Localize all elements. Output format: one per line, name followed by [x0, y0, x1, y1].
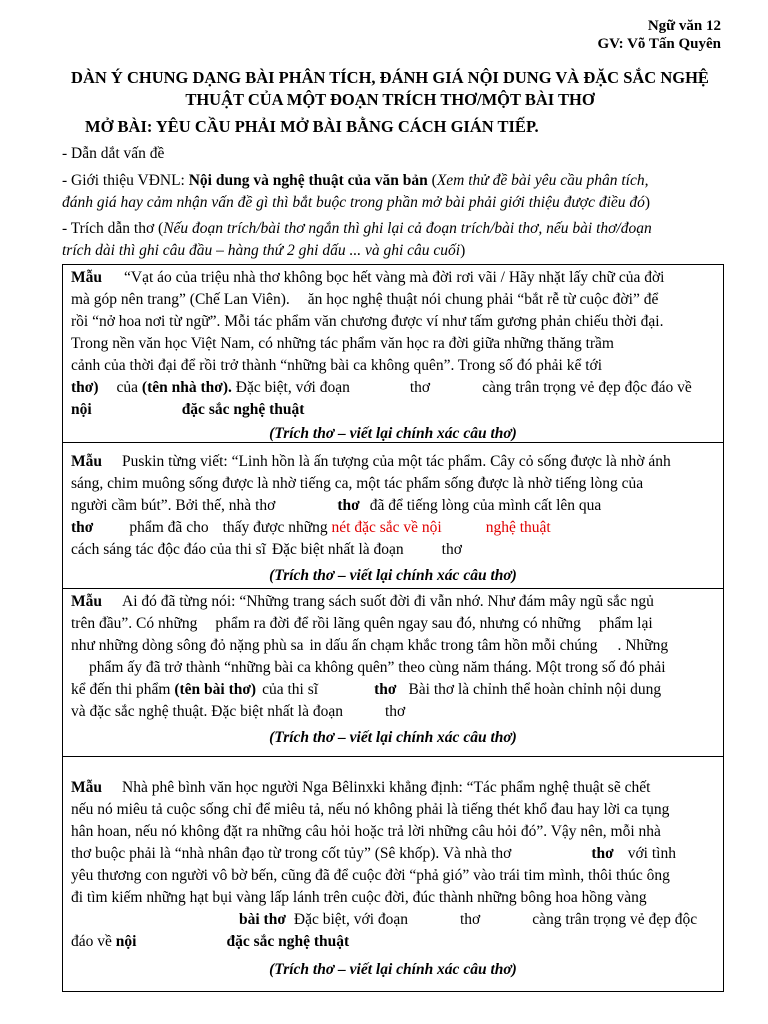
- sample-highlight: nét đặc sắc về nội: [331, 519, 442, 536]
- sample-text: Đặc biệt, với đoạn: [293, 911, 408, 928]
- sample-text: thơ: [385, 703, 406, 720]
- sample-label: Mẫu: [71, 269, 102, 286]
- sample-text: và đặc sắc nghệ thuật. Đặc biệt nhất là đoạn: [71, 703, 343, 720]
- sample-box-4: [62, 756, 724, 992]
- sample-text: in dấu ấn chạm khắc trong tâm hồn mỗi chúng: [309, 637, 598, 654]
- sample-text: thơ buộc phải là “nhà nhân đạo từ trong cốt tủy” (Sê khốp). Và nhà thơ: [71, 845, 512, 862]
- intro-lead-text: - Dẫn dắt vấn đề: [62, 145, 165, 162]
- intro-vdnl-paren-open: (: [427, 172, 437, 189]
- sample-box-1: [62, 264, 724, 443]
- sample-text: bài thơ: [239, 911, 286, 928]
- sample-highlight: nghệ thuật: [485, 519, 551, 536]
- sample-text: thơ: [441, 541, 462, 558]
- sample-text: Trong nền văn học Việt Nam, có những tác phẩm văn học ra đời giữa những thăng trầm: [71, 335, 614, 352]
- intro-vdnl-topic: Nội dung và nghệ thuật của văn bản: [188, 172, 428, 189]
- sample-label: Mẫu: [71, 453, 102, 470]
- sample-label: Mẫu: [71, 779, 102, 796]
- intro-lead: [62, 143, 722, 165]
- sample-text: trên đầu”. Có những: [71, 615, 198, 632]
- sample-text: thơ: [409, 379, 431, 396]
- intro-quote-label: - Trích dẫn thơ (: [62, 220, 164, 237]
- sample-text: càng trân trọng vẻ đẹp độc: [532, 911, 698, 928]
- sample-text: cảnh của thời đại để rồi trở thành “những bài ca không quên”. Trong số đó phải kể tới: [71, 357, 603, 374]
- intro-quote-note1: Nếu đoạn trích/bài thơ ngắn thì ghi lại cả đoạn trích/bài thơ, nếu bài thơ/đoạn: [163, 220, 652, 237]
- sample-box-2: [62, 442, 724, 589]
- sample-text: đặc sắc nghệ thuật: [181, 401, 305, 418]
- sample-text: Đặc biệt, với đoạn: [235, 379, 350, 396]
- sample-text: thơ: [71, 519, 94, 536]
- sample-text: Ai đó đã từng nói: “Những trang sách suốt đời đi vẫn nhớ. Như đám mây ngũ sắc ngủ: [122, 593, 654, 610]
- intro-vdnl-label: - Giới thiệu VĐNL:: [62, 172, 189, 189]
- sample-text: Puskin từng viết: “Linh hồn là ấn tượng của một tác phẩm. Cây cỏ sống được là nhờ ánh: [122, 453, 671, 470]
- sample-text: thơ: [460, 911, 481, 928]
- sample-text: Đặc biệt nhất là đoạn: [271, 541, 404, 558]
- doc-title-line2: THUẬT CỦA MỘT ĐOẠN TRÍCH THƠ/MỘT BÀI THƠ: [185, 90, 595, 109]
- sample-text: phẩm lại: [598, 615, 653, 632]
- intro-vdnl-note1: Xem thử đề bài yêu cầu phân tích,: [436, 172, 649, 189]
- sample-text: đã để tiếng lòng của mình cất lên qua: [369, 497, 602, 514]
- mo-bai-heading: MỞ BÀI: YÊU CẦU PHẢI MỞ BÀI BẰNG CÁCH GIÁN TIẾP.: [85, 117, 539, 136]
- sample-text: Bài thơ là chỉnh thể hoàn chỉnh nội dung: [408, 681, 662, 698]
- sample-box-3: [62, 588, 724, 757]
- sample-text: người cầm bút”. Bởi thế, nhà thơ: [71, 497, 276, 514]
- sample-text: sáng, chim muông sống được là nhờ tiếng ca, một tác phẩm sống được là nhờ tiếng lòng của: [71, 475, 644, 492]
- sample-text: hân hoan, nếu nó không đặt ra những câu hỏi hoặc trả lời những câu hỏi đó”. Vậy nên, mỗi nhà: [71, 823, 661, 840]
- intro-vdnl: [62, 170, 722, 214]
- intro-vdnl-note2: đánh giá hay cảm nhận vấn đề gì thì bắt buộc trong phần mở bài phải giới thiệu được điều đó: [62, 194, 645, 211]
- sample-text: của thi sĩ: [262, 681, 319, 698]
- sample-text: kể đến thi phẩm: [71, 681, 171, 698]
- sample-text: rồi “nở hoa nơi từ ngữ”. Mỗi tác phẩm văn chương được ví như tấm gương phản chiếu thời đại.: [71, 313, 664, 330]
- sample-text: với tình: [627, 845, 676, 862]
- sample-text: thơ: [337, 497, 360, 514]
- sample-text: phẩm ra đời để rồi lãng quên ngay sau đó, nhưng có những: [215, 615, 581, 632]
- sample-text: ăn học nghệ thuật nói chung phải “bắt rễ từ cuộc đời” để: [307, 291, 659, 308]
- sample-text: như những dòng sông đỏ nặng phù sa: [71, 637, 304, 654]
- sample-label: Mẫu: [71, 593, 102, 610]
- sample-citation: (Trích thơ – viết lại chính xác câu thơ): [269, 729, 517, 746]
- sample-text: phẩm ấy đã trở thành “những bài ca không quên” theo cùng năm tháng. Một trong số đó phải: [89, 659, 666, 676]
- sample-text: . Những: [617, 637, 669, 654]
- sample-text: Nhà phê bình văn học người Nga Bêlinxki khẳng định: “Tác phẩm nghệ thuật sẽ chết: [122, 779, 651, 796]
- intro-quote-paren-close: ): [460, 242, 466, 259]
- header-teacher: GV: Võ Tấn Quyên: [597, 36, 721, 52]
- sample-text: mà góp nên trang” (Chế Lan Viên).: [71, 291, 290, 308]
- sample-citation: (Trích thơ – viết lại chính xác câu thơ): [269, 961, 517, 978]
- sample-text: yêu thương con người vô bờ bến, cũng đã để cuộc đời “phả gió” vào trái tim mình, thôi thúc ông: [71, 867, 670, 884]
- sample-text: càng trân trọng vẻ đẹp độc đáo về: [482, 379, 692, 396]
- intro-quote-note2: trích dài thì ghi câu đầu – hàng thứ 2 ghi dấu ... và ghi câu cuối: [62, 242, 461, 259]
- sample-text: thơ: [591, 845, 614, 862]
- sample-text: phẩm đã cho: [129, 519, 209, 536]
- sample-text: thấy được những: [222, 519, 328, 536]
- sample-text: đặc sắc nghệ thuật: [226, 933, 350, 950]
- sample-text: của: [116, 379, 139, 396]
- sample-citation: (Trích thơ – viết lại chính xác câu thơ): [269, 425, 517, 442]
- sample-text: thơ: [374, 681, 397, 698]
- doc-title-line1: DÀN Ý CHUNG DẠNG BÀI PHÂN TÍCH, ĐÁNH GIÁ NỘI DUNG VÀ ĐẶC SẮC NGHỆ: [71, 68, 709, 87]
- header-subject: Ngữ văn 12: [647, 18, 721, 34]
- intro-vdnl-paren-close: ): [644, 194, 651, 211]
- sample-text: nếu nó miêu tả cuộc sống chỉ để miêu tả, nếu nó không phải là tiếng thét khổ đau hay lời ca tụng: [71, 801, 670, 818]
- sample-text: “Vạt áo của triệu nhà thơ không bọc hết vàng mà đời rơi vãi / Hãy nhặt lấy chữ của đời: [124, 269, 665, 286]
- sample-text: (tên nhà thơ).: [141, 379, 232, 396]
- sample-text: thơ): [71, 379, 99, 396]
- sample-citation: (Trích thơ – viết lại chính xác câu thơ): [269, 567, 517, 584]
- intro-quote: [62, 218, 722, 262]
- sample-text: nội: [71, 401, 92, 418]
- sample-text: nội: [115, 933, 137, 950]
- sample-text: đi tìm kiếm những hạt bụi vàng lấp lánh trên cuộc đời, đúc thành những bông hoa hồng vàng: [71, 889, 647, 906]
- sample-text: đáo về: [71, 933, 112, 950]
- sample-text: (tên bài thơ): [174, 681, 257, 698]
- sample-text: cách sáng tác độc đáo của thi sĩ: [71, 541, 266, 558]
